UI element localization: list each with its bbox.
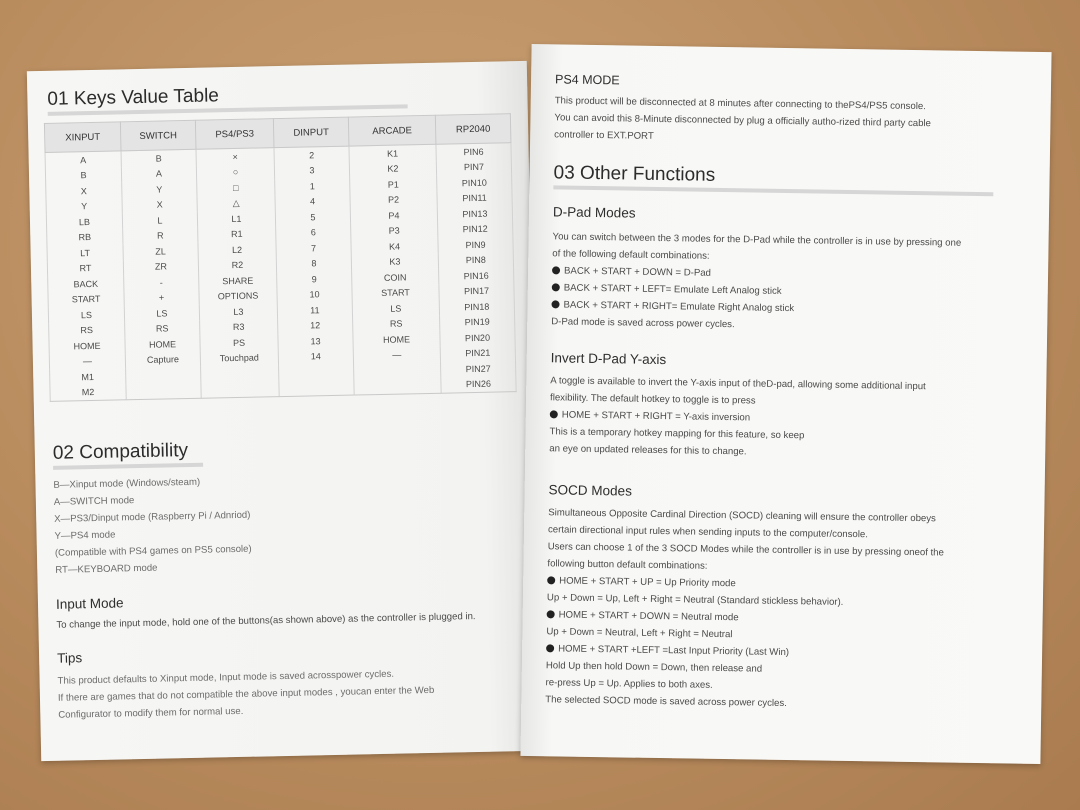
table-cell: PIN19 xyxy=(440,314,515,331)
right-page xyxy=(520,44,1051,764)
bullet-text: BACK + START + LEFT= Emulate Left Analog stick xyxy=(563,282,782,297)
table-cell xyxy=(126,382,201,400)
table-cell: 6 xyxy=(276,224,351,241)
table-cell: LS xyxy=(352,300,439,317)
table-cell: 4 xyxy=(275,193,350,210)
tips-text xyxy=(57,665,434,724)
table-cell: 3 xyxy=(274,162,349,179)
table-cell: PIN17 xyxy=(439,283,514,300)
table-cell: PIN16 xyxy=(439,267,514,284)
table-cell: HOME xyxy=(353,331,440,348)
tips-line: If there are games that do not compatible the above input modes , youcan enter the Web xyxy=(57,684,435,704)
dpad-line: You can switch between the 3 modes for the D-Pad while the controller is in use by pressing one xyxy=(552,231,962,249)
table-cell: R xyxy=(123,227,198,244)
table-cell: X xyxy=(46,182,122,199)
table-cell xyxy=(279,379,354,397)
table-header-rp2040: RP2040 xyxy=(435,114,511,145)
socd-item-text: Up + Down = Neutral, Left + Right = Neutral xyxy=(546,626,733,641)
table-cell: RS xyxy=(353,315,440,332)
table-cell: LS xyxy=(124,305,199,322)
table-cell: L1 xyxy=(197,210,275,227)
compat-line: Y—PS4 mode xyxy=(54,529,116,542)
socd-modes-text xyxy=(545,504,944,714)
table-cell: M2 xyxy=(50,384,126,402)
table-cell: K1 xyxy=(349,144,436,162)
compat-line: RT—KEYBOARD mode xyxy=(55,562,158,576)
title-underline xyxy=(53,463,203,470)
table-cell: PIN13 xyxy=(437,205,512,222)
tips-line: This product defaults to Xinput mode, Input mode is saved acrosspower cycles. xyxy=(57,668,395,687)
compatibility-title xyxy=(53,440,189,467)
bullet-icon xyxy=(552,266,560,274)
socd-item-text: HOME + START +LEFT =Last Input Priority (Last Win) xyxy=(558,643,790,659)
input-mode-text xyxy=(56,608,475,634)
input-mode-line: To change the input mode, hold one of the buttons(as shown above) as the controller is plugged in. xyxy=(56,611,476,631)
table-cell: A xyxy=(45,151,121,169)
ps4-line: This product will be disconnected at 8 minutes after connecting to thePS4/PS5 console. xyxy=(554,95,926,113)
socd-line: Users can choose 1 of the 3 SOCD Modes while the controller is in use by pressing oneof the xyxy=(547,541,944,559)
table-cell: P4 xyxy=(350,207,437,224)
table-cell: 7 xyxy=(276,240,351,257)
table-cell: PIN11 xyxy=(437,190,512,207)
socd-line: Simultaneous Opposite Cardinal Direction (SOCD) cleaning will ensure the controller obeys xyxy=(548,507,936,525)
keys-value-table-title xyxy=(47,85,219,113)
table-cell: □ xyxy=(197,179,275,196)
table-cell: Touchpad xyxy=(200,350,278,367)
tips-title: Tips xyxy=(56,650,83,666)
table-cell: PIN18 xyxy=(439,298,514,315)
table-cell: 5 xyxy=(275,209,350,226)
table-cell: PIN27 xyxy=(441,360,516,377)
table-cell: HOME xyxy=(125,336,200,353)
table-cell: RT xyxy=(47,260,123,277)
table-cell: LB xyxy=(46,213,122,230)
ps4-mode-title: PS4 MODE xyxy=(554,72,620,88)
invert-footer-line: This is a temporary hotkey mapping for this feature, so keep xyxy=(549,426,805,442)
table-header-ps4-ps3: PS4/PS3 xyxy=(195,119,274,150)
table-cell: — xyxy=(49,353,125,370)
socd-item-text: The selected SOCD mode is saved across power cycles. xyxy=(545,694,787,710)
input-mode-title: Input Mode xyxy=(55,595,124,612)
table-cell: B xyxy=(121,149,196,167)
table-cell: P2 xyxy=(350,191,437,208)
table-cell: K4 xyxy=(351,238,438,255)
table-cell: LT xyxy=(47,244,123,261)
invert-dpad-text xyxy=(549,372,926,463)
table-cell: A xyxy=(121,165,196,182)
section-title-text: 02 Compatibility xyxy=(52,440,189,464)
table-cell: △ xyxy=(197,195,275,212)
table-cell: X xyxy=(122,196,197,213)
compat-line: X—PS3/Dinput mode (Raspberry Pi / Adnriod) xyxy=(54,509,251,525)
table-cell: PIN7 xyxy=(436,159,511,176)
table-cell: HOME xyxy=(49,337,125,354)
invert-footer-line: an eye on updated releases for this to change. xyxy=(549,443,747,458)
table-cell: Capture xyxy=(125,351,200,368)
table-cell: R2 xyxy=(198,257,276,274)
table-cell: K3 xyxy=(351,253,438,270)
ps4-line: controller to EXT.PORT xyxy=(554,129,654,142)
table-cell: OPTIONS xyxy=(199,288,277,305)
table-cell: PIN6 xyxy=(436,143,511,161)
bullet-icon xyxy=(547,576,555,584)
table-header-xinput: XINPUT xyxy=(44,122,121,153)
table-cell: 8 xyxy=(276,255,351,272)
bullet-icon xyxy=(552,283,560,291)
table-cell xyxy=(354,377,441,395)
table-cell: PIN9 xyxy=(438,236,513,253)
table-cell: + xyxy=(124,289,199,306)
table-cell: LS xyxy=(48,306,124,323)
table-cell xyxy=(201,381,279,399)
title-underline xyxy=(553,185,993,196)
compat-line: (Compatible with PS4 games on PS5 console) xyxy=(54,543,252,559)
bullet-text: BACK + START + RIGHT= Emulate Right Analog stick xyxy=(563,299,795,315)
tips-line: Configurator to modify them for normal use. xyxy=(58,705,244,721)
bullet-icon xyxy=(546,644,554,652)
table-cell: R3 xyxy=(200,319,278,336)
table-cell: B xyxy=(45,167,121,184)
table-header-arcade: ARCADE xyxy=(348,115,436,146)
table-cell: PS xyxy=(200,334,278,351)
bullet-text: BACK + START + DOWN = D-Pad xyxy=(563,265,712,279)
table-cell: START xyxy=(352,284,439,301)
socd-item-text: Up + Down = Up, Left + Right = Neutral (Standard stickless behavior). xyxy=(546,592,844,608)
table-cell: K2 xyxy=(349,160,436,177)
table-cell: L3 xyxy=(199,303,277,320)
table-cell: 9 xyxy=(277,271,352,288)
table-cell xyxy=(354,362,441,379)
bullet-text: HOME + START + RIGHT = Y-axis inversion xyxy=(561,409,751,424)
table-header-switch: SWITCH xyxy=(120,120,196,151)
invert-dpad-title: Invert D-Pad Y-axis xyxy=(550,350,667,368)
table-cell: P3 xyxy=(351,222,438,239)
table-cell: START xyxy=(48,291,124,308)
socd-line: certain directional input rules when sending inputs to the computer/console. xyxy=(547,524,869,541)
invert-line: A toggle is available to invert the Y-axis input of theD-pad, allowing some additional input xyxy=(550,375,926,393)
table-cell xyxy=(126,367,201,384)
table-cell: 12 xyxy=(278,317,353,334)
table-cell: 13 xyxy=(278,333,353,350)
bullet-icon xyxy=(551,300,559,308)
compat-line: A—SWITCH mode xyxy=(53,495,135,508)
socd-item-text: HOME + START + UP = Up Priority mode xyxy=(559,575,736,590)
table-header-dinput: DINPUT xyxy=(273,117,349,148)
table-cell xyxy=(279,364,354,381)
dpad-footer: D-Pad mode is saved across power cycles. xyxy=(551,316,735,331)
table-cell: PIN26 xyxy=(441,376,516,394)
table-cell: 10 xyxy=(277,286,352,303)
table-cell: COIN xyxy=(352,269,439,286)
table-cell: PIN21 xyxy=(440,345,515,362)
table-cell: ○ xyxy=(196,164,274,181)
table-cell: BACK xyxy=(48,275,124,292)
socd-item-text: HOME + START + DOWN = Neutral mode xyxy=(558,609,739,624)
table-cell: P1 xyxy=(350,176,437,193)
section-title-text: 01 Keys Value Table xyxy=(47,85,220,110)
table-cell: ZL xyxy=(123,243,198,260)
ps4-mode-text xyxy=(554,92,931,149)
table-cell: RS xyxy=(49,322,125,339)
table-cell: L xyxy=(122,212,197,229)
table-cell: R1 xyxy=(198,226,276,243)
socd-modes-title: SOCD Modes xyxy=(548,482,633,499)
table-cell: × xyxy=(196,148,274,166)
dpad-line: of the following default combinations: xyxy=(552,248,710,262)
table-cell: SHARE xyxy=(199,272,277,289)
socd-item-text: Hold Up then hold Down = Down, then release and xyxy=(545,660,763,675)
table-cell xyxy=(201,365,279,382)
compatibility-list xyxy=(53,473,252,579)
bullet-icon xyxy=(550,410,558,418)
section-title-text: 03 Other Functions xyxy=(553,162,716,186)
keys-value-table xyxy=(44,113,517,402)
table-cell: Y xyxy=(122,181,197,198)
table-cell: PIN8 xyxy=(438,252,513,269)
table-cell: M1 xyxy=(50,368,126,385)
table-cell: - xyxy=(124,274,199,291)
table-cell: Y xyxy=(46,198,122,215)
dpad-modes-text xyxy=(551,228,961,336)
other-functions-title xyxy=(553,162,715,189)
table-cell: ZR xyxy=(123,258,198,275)
table-cell: 14 xyxy=(278,348,353,365)
socd-item-text: re-press Up = Up. Applies to both axes. xyxy=(545,677,713,691)
bullet-icon xyxy=(547,610,555,618)
table-cell: 1 xyxy=(275,178,350,195)
table-cell: PIN20 xyxy=(440,329,515,346)
compat-line: B—Xinput mode (Windows/steam) xyxy=(53,476,201,491)
table-cell: L2 xyxy=(198,241,276,258)
dpad-modes-title: D-Pad Modes xyxy=(552,204,636,221)
table-cell: 11 xyxy=(277,302,352,319)
table-cell: — xyxy=(353,346,440,363)
left-page xyxy=(27,61,541,761)
socd-items xyxy=(545,572,943,714)
table-cell: RS xyxy=(125,320,200,337)
ps4-line: You can avoid this 8-Minute disconnected by plug a officially autho-rized third party cable xyxy=(554,112,932,130)
invert-line: flexibility. The default hotkey to toggle is to press xyxy=(549,392,756,407)
table-body xyxy=(45,143,516,402)
socd-line: following button default combinations: xyxy=(547,558,708,572)
table-cell: PIN12 xyxy=(438,221,513,238)
table-cell: PIN10 xyxy=(437,174,512,191)
table-cell: RB xyxy=(47,229,123,246)
table-cell: 2 xyxy=(274,146,349,164)
